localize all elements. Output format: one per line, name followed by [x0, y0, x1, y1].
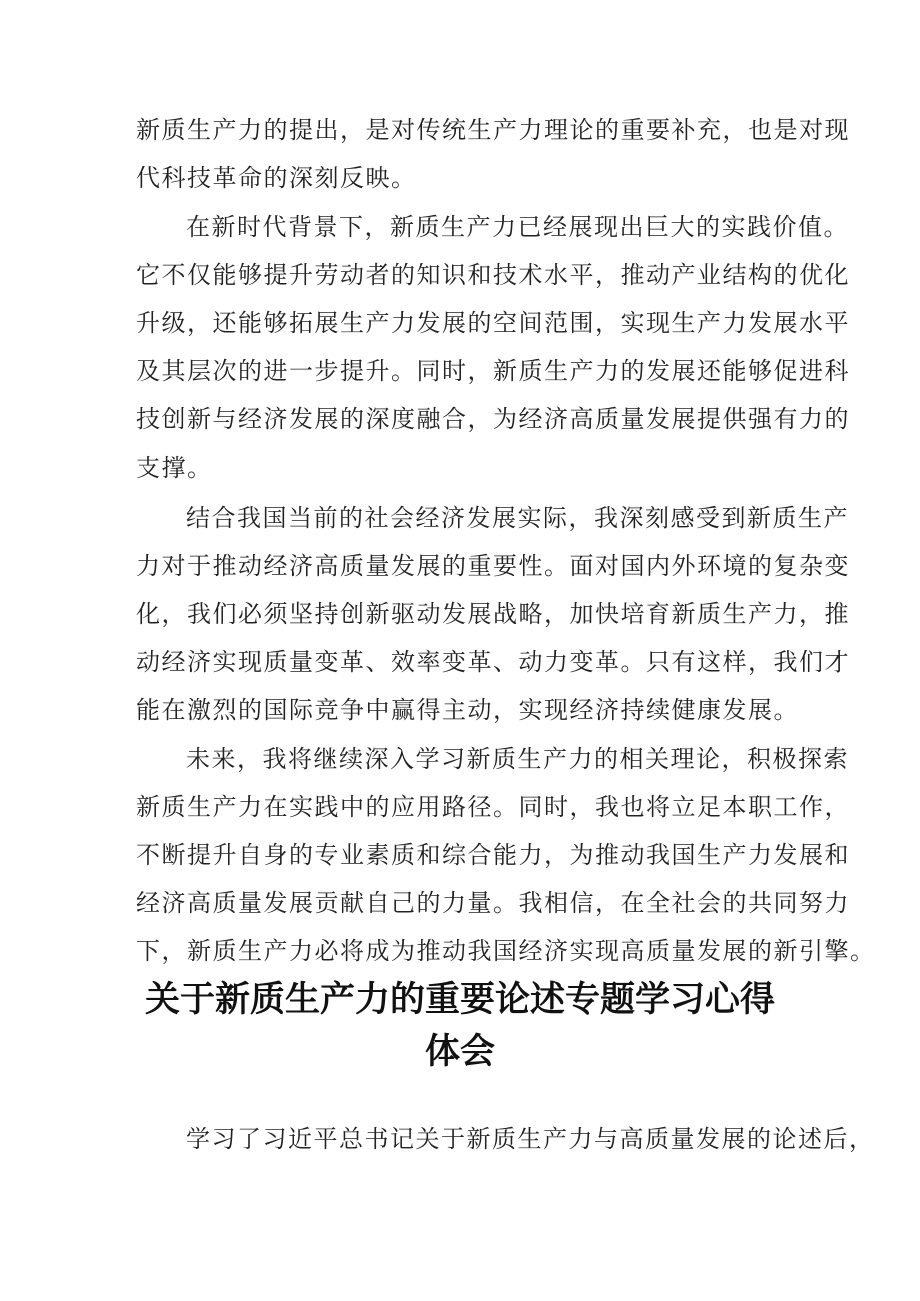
paragraph-4-line-2: 新质生产力在实践中的应用路径。同时，我也将立足本职工作， — [136, 793, 850, 821]
paragraph-2-line-3: 升级，还能够拓展生产力发展的空间范围，实现生产力发展水平 — [136, 309, 850, 337]
article-title-line-1: 关于新质生产力的重要论述专题学习心得 — [144, 980, 775, 1020]
paragraph-4-line-1: 未来，我将继续深入学习新质生产力的相关理论，积极探索 — [186, 745, 849, 773]
paragraph-2-line-5: 技创新与经济发展的深度融合，为经济高质量发展提供强有力的 — [136, 405, 850, 433]
paragraph-4-line-4: 经济高质量发展贡献自己的力量。我相信，在全社会的共同努力 — [136, 889, 850, 917]
paragraph-3-line-1: 结合我国当前的社会经济发展实际，我深刻感受到新质生产 — [186, 504, 849, 532]
paragraph-2-line-6: 支撑。 — [136, 454, 213, 482]
paragraph-3-line-2: 力对于推动经济高质量发展的重要性。面对国内外环境的复杂变 — [136, 552, 850, 580]
paragraph-2-line-4: 及其层次的进一步提升。同时，新质生产力的发展还能够促进科 — [136, 357, 850, 385]
paragraph-4-line-3: 不断提升自身的专业素质和综合能力，为推动我国生产力发展和 — [136, 841, 850, 869]
paragraph-3-line-4: 动经济实现质量变革、效率变革、动力变革。只有这样，我们才 — [136, 648, 850, 676]
paragraph-2-line-2: 它不仅能够提升劳动者的知识和技术水平，推动产业结构的优化 — [136, 261, 850, 289]
next-paragraph-line-1: 学习了习近平总书记关于新质生产力与高质量发展的论述后， — [186, 1125, 875, 1153]
article-title-line-2: 体会 — [424, 1032, 495, 1072]
paragraph-1-line-2: 代科技革命的深刻反映。 — [136, 164, 417, 192]
paragraph-3-line-5: 能在激烈的国际竞争中赢得主动，实现经济持续健康发展。 — [136, 696, 799, 724]
paragraph-4-line-5: 下，新质生产力必将成为推动我国经济实现高质量发展的新引擎。 — [136, 937, 876, 965]
paragraph-2-line-1: 在新时代背景下，新质生产力已经展现出巨大的实践价值。 — [186, 213, 849, 241]
paragraph-3-line-3: 化，我们必须坚持创新驱动发展战略，加快培育新质生产力，推 — [136, 600, 850, 628]
paragraph-1-line-1: 新质生产力的提出，是对传统生产力理论的重要补充，也是对现 — [136, 116, 850, 144]
